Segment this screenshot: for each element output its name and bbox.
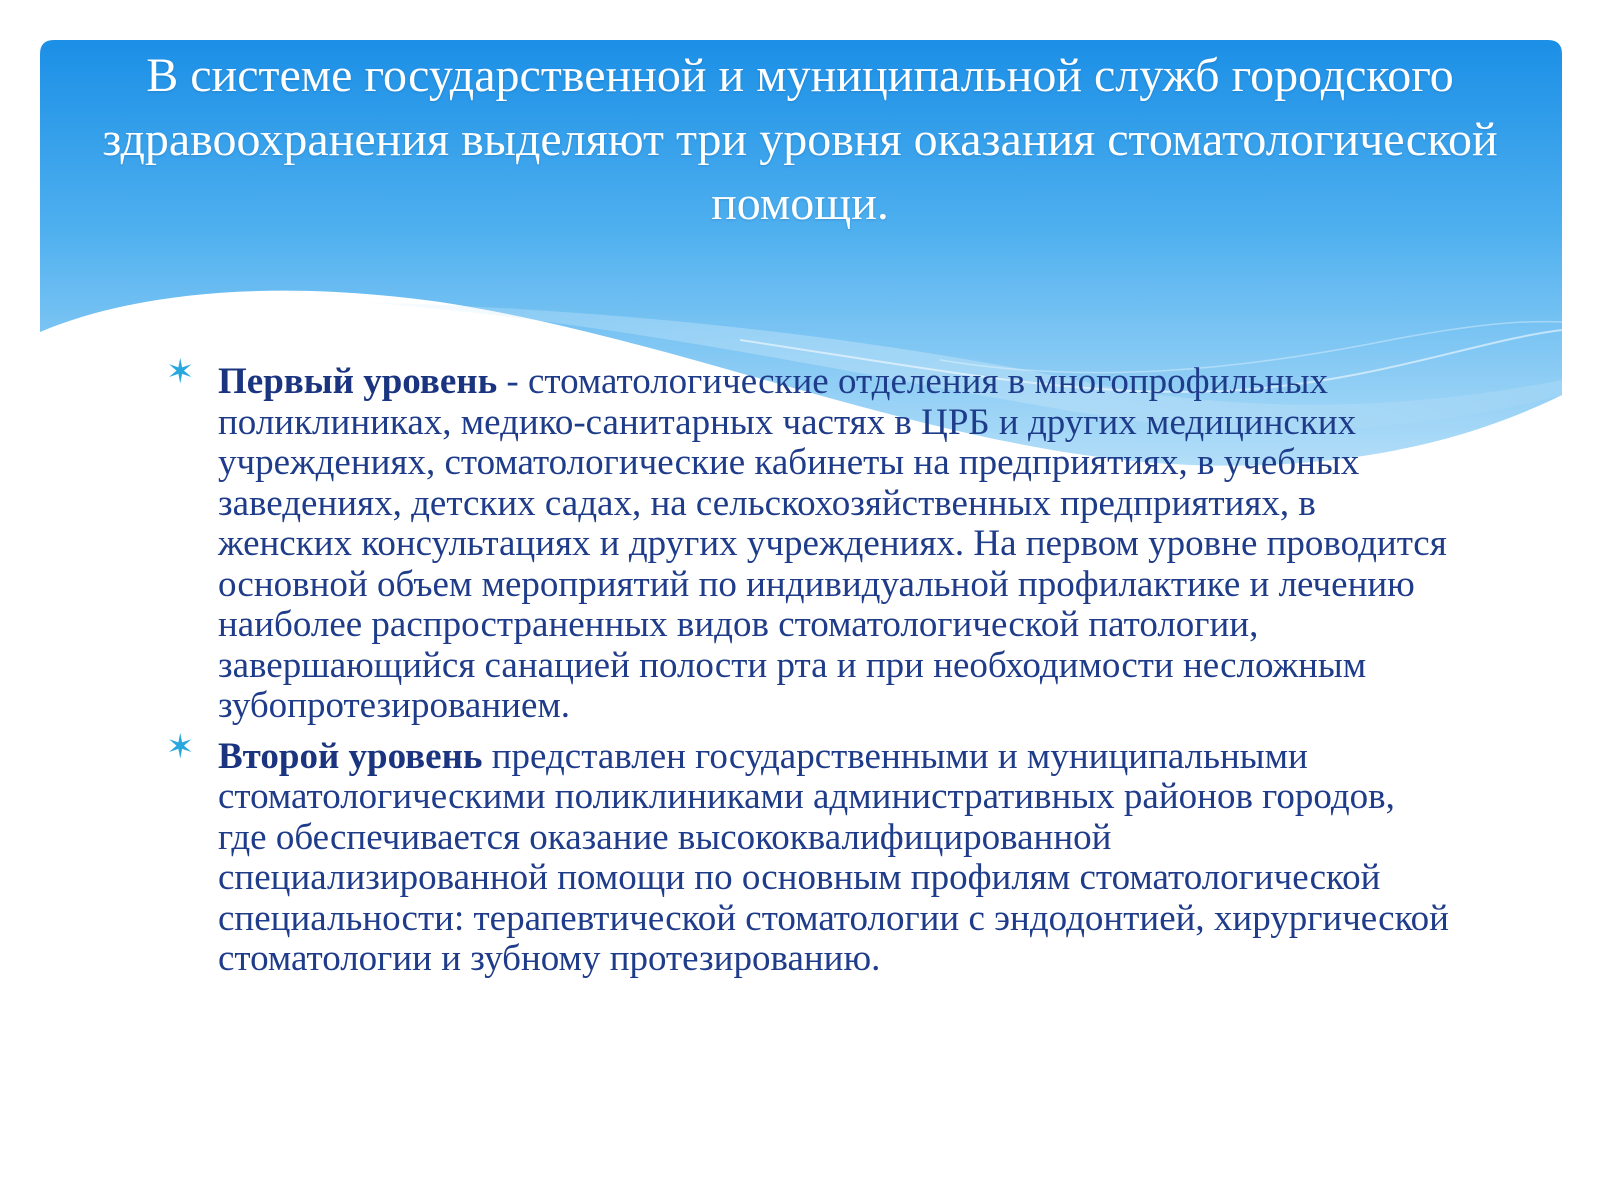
bullet-item-first-level [160,352,1450,727]
bullet-body: - стоматологические отделения в многопрофильных поликлиниках, медико-санитарных частях в ЦРБ и других медицинских учреждениях, стоматологические кабинеты на предприятиях, в учебных заведениях, детских садах, на сельскохозяйственных предприятиях, в женских консультациях и других учреждениях. На первом уровне проводится основной объем мероприятий по индивидуальной профилактике и лечению наиболее распространенных видов стоматологической патологии, завершающийся санацией полости рта и при необходимости несложным зубопротезированием. [218,361,1447,726]
bullet-body: представлен государственными и муниципальными стоматологическими поликлиниками административных районов городов, где обеспечивается оказание высококвалифицированной специализированной помощи по основным профилям стоматологической специальности: терапевтической стоматологии с эндодонтией, хирургической стоматологии и зубному протезированию. [218,735,1449,979]
bullet-item-second-level [160,726,1450,980]
bullet-lead: Первый уровень [218,361,498,402]
bullet-list [160,352,1450,990]
slide-title: В системе государственной и муниципальной служб городского здравоохранения выделяют три уровня оказания стоматологической помощи. [102,49,1498,230]
asterisk-bullet-icon: ✶ [166,352,195,392]
bullet-lead: Второй уровень [218,735,483,777]
asterisk-bullet-icon: ✶ [166,726,195,767]
